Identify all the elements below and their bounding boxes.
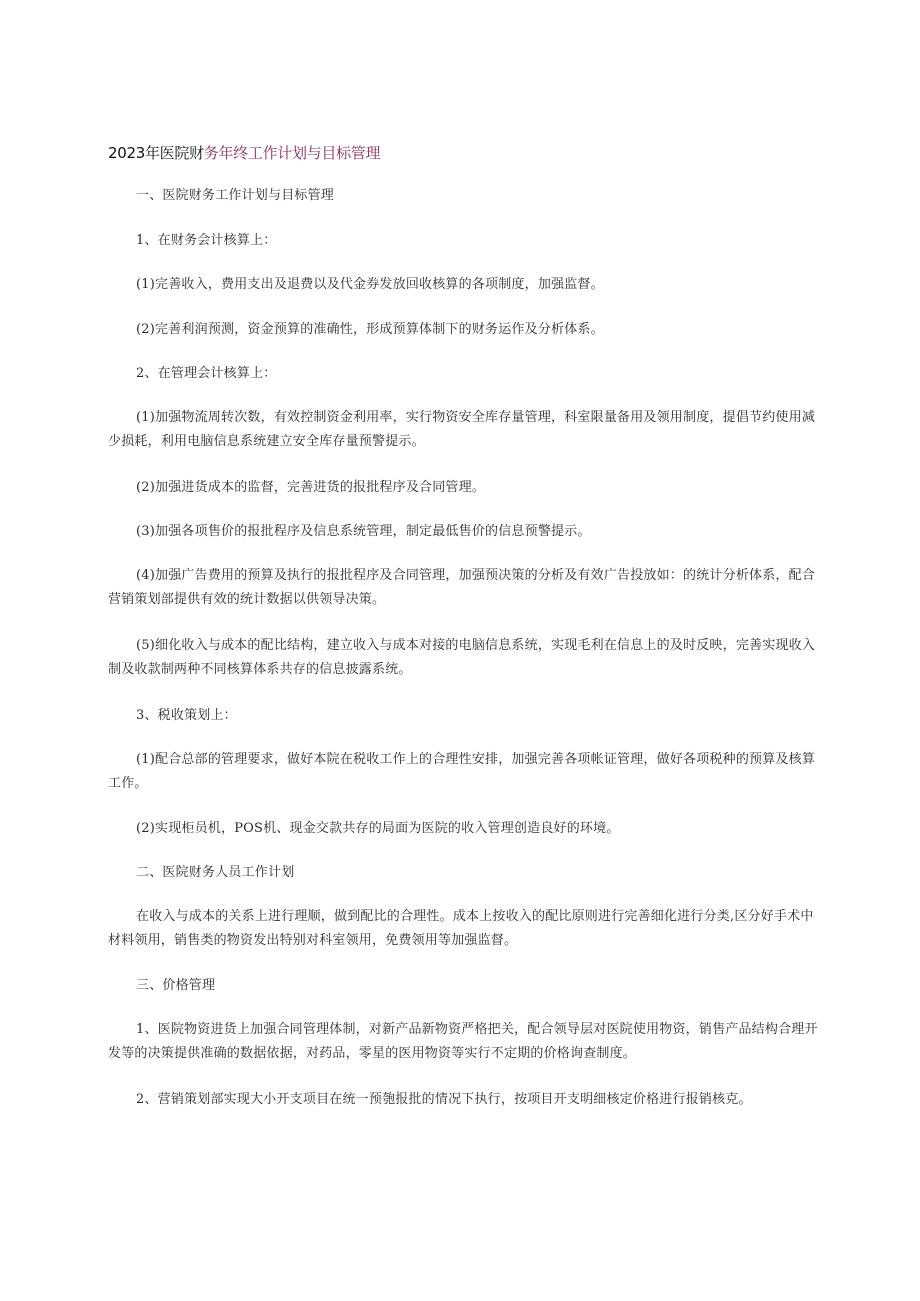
paragraph: (1)加强物流周转次数，有效控制资金利用率，实行物资安全库存量管理，科室限量备用及领用制度，提倡节约使用减少损耗，利用电脑信息系统建立安全库存量预警提示。: [108, 410, 816, 449]
subsection-heading: 3、税收策划上：: [136, 708, 237, 723]
paragraph: (2)实现柜员机，POS机、现金交款共存的局面为医院的收入管理创造良好的环境。: [136, 821, 620, 836]
paragraph: (2)完善利润预测，资金预算的准确性，形成预算体制下的财务运作及分析体系。: [136, 322, 604, 337]
document-title: [108, 142, 380, 163]
title-prefix: 2023年医院财: [108, 144, 204, 162]
paragraph: 2、营销策划部实现大小开支项目在统一预匏报批的情况下执行，按项目开支明细核定价格进行报销核克。: [136, 1092, 752, 1107]
subsection-heading: 2、在管理会计核算上：: [136, 366, 277, 381]
paragraph: (3)加强各项售价的报批程序及信息系统管理，制定最低售价的信息预警提示。: [136, 524, 591, 539]
subsection-heading: 1、在财务会计核算上：: [136, 233, 277, 248]
paragraph: 在收入与成本的关系上进行理顺，做到配比的合理性。成本上按收入的配比原则进行完善细化进行分类,区分好手术中材料领用，销售类的物资发出特别对科室领用，免费领用等加强监督。: [108, 909, 814, 948]
section-heading: 一、医院财务工作计划与目标管理: [136, 188, 335, 203]
paragraph: (4)加强广告费用的预算及执行的报批程序及合同管理，加强预决策的分析及有效广告投放如：的统计分析体系，配合营销策划部提供有效的统计数据以供领导决策。: [108, 568, 816, 607]
section-heading: 二、医院财务人员工作计划: [136, 865, 295, 880]
title-suffix: 务年终工作计划与目标管理: [203, 144, 381, 162]
section-heading: 三、价格管理: [136, 978, 216, 993]
paragraph: (5)细化收入与成本的配比结构，建立收入与成本对接的电脑信息系统，实现毛利在信息上的及时反映，完善实现收入制及收款制两种不同核算体系共存的信息披露系统。: [108, 638, 816, 677]
paragraph: (1)配合总部的管理要求，做好本院在税收工作上的合理性安排，加强完善各项帐证管理，做好各项税种的预算及核算工作。: [108, 752, 816, 791]
paragraph: (1)完善收入，费用支出及退费以及代金券发放回收核算的各项制度，加强监督。: [136, 277, 604, 292]
paragraph: (2)加强进货成本的监督，完善进货的报批程序及合同管理。: [136, 480, 486, 495]
paragraph: 1、医院物资进货上加强合同管理体制，对新产品新物资严格把关，配合领导层对医院使用物资，销售产品结构合理开发等的决策提供准确的数据依据，对药品，零星的医用物资等实行不定期的价格询查制度。: [108, 1022, 818, 1061]
